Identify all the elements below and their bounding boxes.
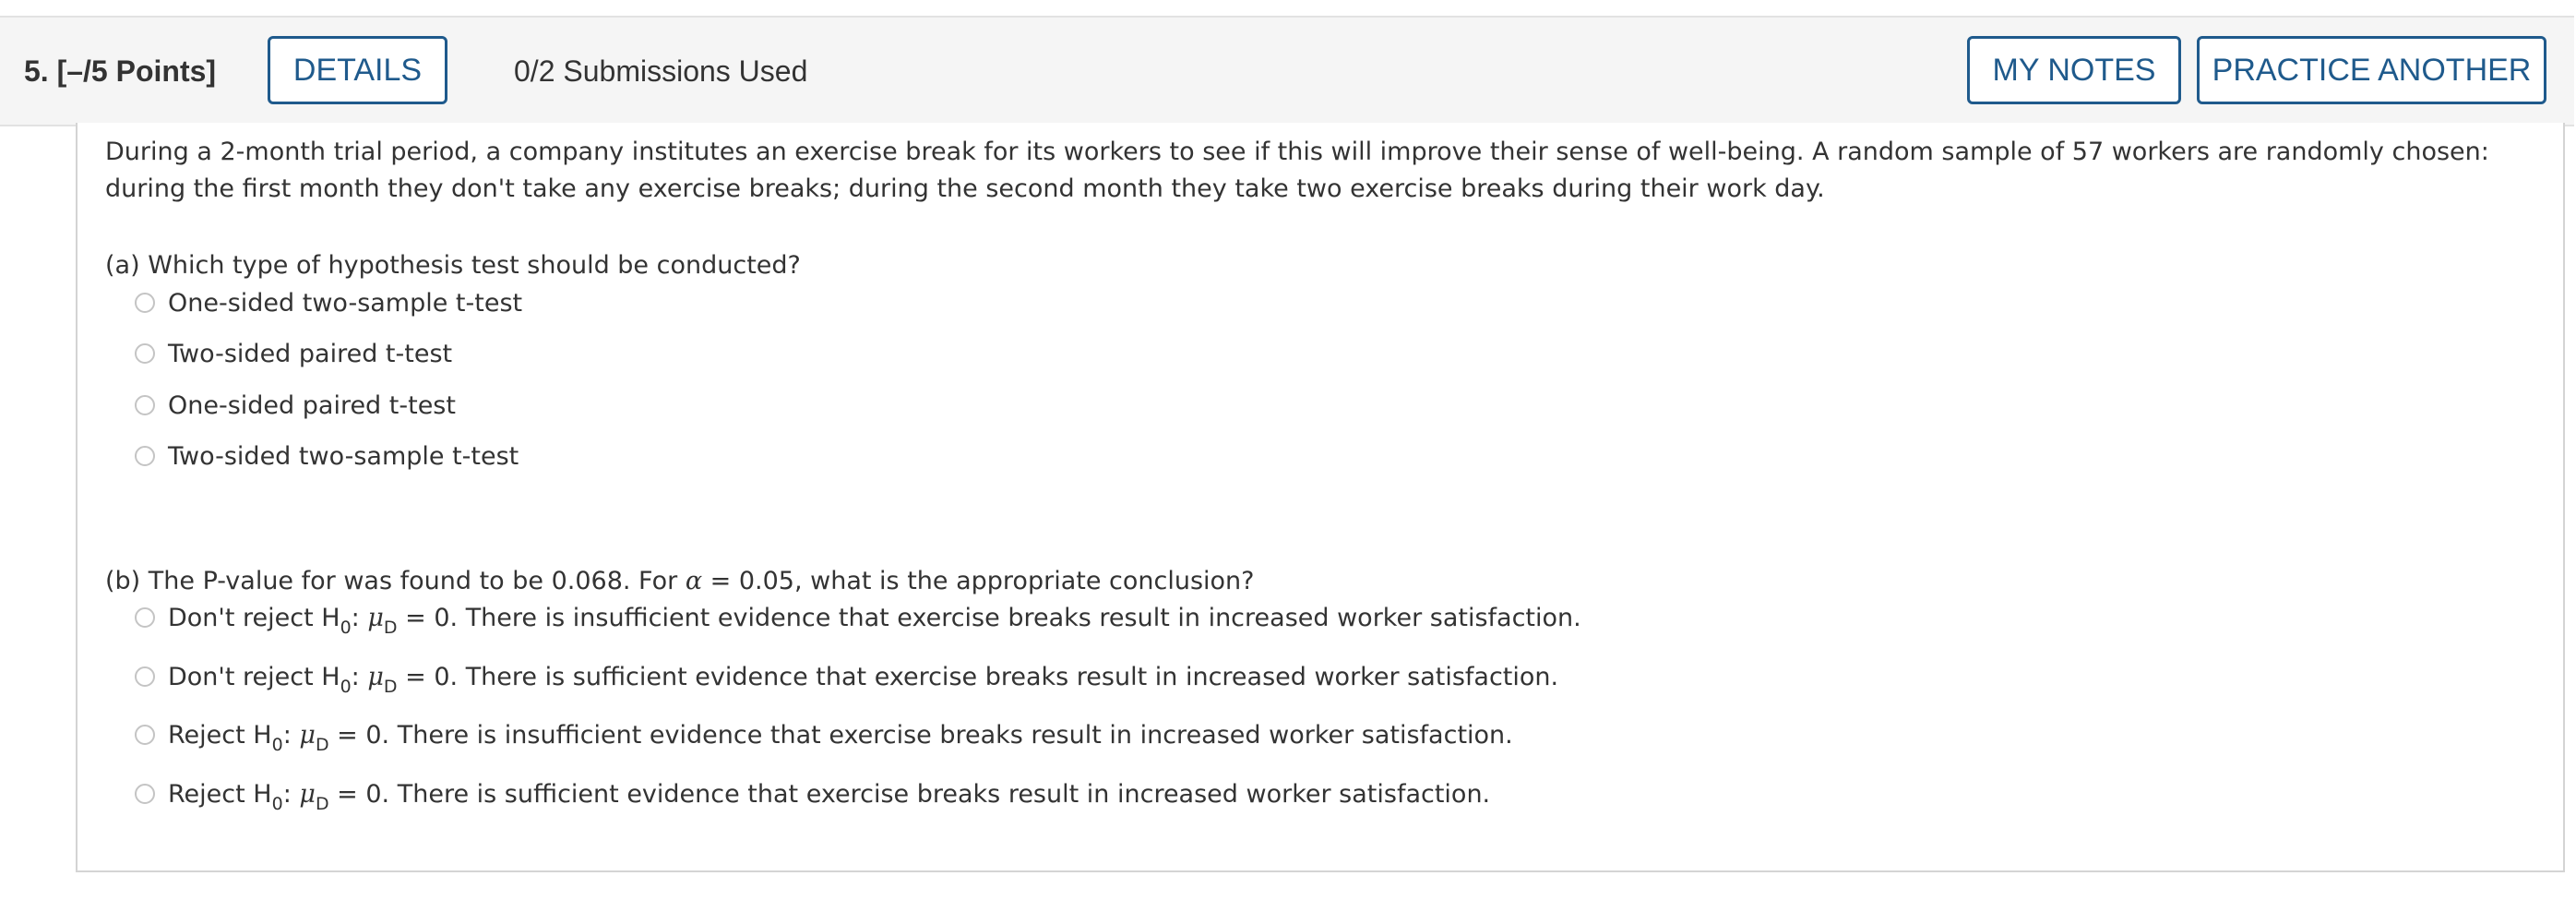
null-hypothesis-subscript: 0	[340, 617, 352, 638]
part-a-prompt: (a) Which type of hypothesis test should be conducted?	[105, 251, 801, 280]
option-prefix: Reject	[168, 779, 254, 809]
details-button[interactable]: DETAILS	[268, 36, 447, 104]
option-suffix: = 0. There is sufficient evidence that exercise breaks result in increased worker satisfaction.	[328, 779, 1491, 809]
alpha-symbol: α	[685, 567, 703, 595]
part-b-prompt-end: = 0.05, what is the appropriate conclusion?	[702, 567, 1255, 595]
radio-button[interactable]	[135, 293, 155, 313]
mu-symbol: μ	[367, 603, 384, 632]
option-suffix: = 0. There is insufficient evidence that exercise breaks result in increased worker satisfaction.	[397, 603, 1581, 632]
radio-button[interactable]	[135, 446, 155, 466]
option-label: Don't reject $H_0$: $\mu_D = 0$. There is insufficient evidence that exercise breaks result in increased worker satisfaction.	[168, 603, 1581, 638]
part-a-option[interactable]	[135, 387, 456, 424]
null-hypothesis-h: H	[321, 662, 340, 691]
mu-symbol: μ	[299, 779, 316, 809]
option-prefix: Don't reject	[168, 662, 322, 691]
null-hypothesis-h: H	[321, 603, 340, 632]
question-points-label: 5. [–/5 Points]	[24, 54, 217, 88]
my-notes-button[interactable]: MY NOTES	[1967, 36, 2181, 104]
part-b-option[interactable]	[135, 599, 1581, 636]
option-label: Two-sided paired t-test	[168, 339, 453, 368]
option-suffix: = 0. There is insufficient evidence that exercise breaks result in increased worker satisfaction.	[328, 720, 1513, 750]
part-b-option[interactable]	[135, 716, 1513, 753]
radio-button[interactable]	[135, 395, 155, 415]
part-b-option[interactable]	[135, 658, 1558, 695]
radio-button[interactable]	[135, 666, 155, 687]
radio-button[interactable]	[135, 725, 155, 745]
option-prefix: Reject	[168, 720, 254, 750]
part-a-option[interactable]	[135, 438, 519, 474]
question-header	[0, 16, 2574, 126]
submissions-used: 0/2 Submissions Used	[514, 54, 808, 88]
null-hypothesis-subscript: 0	[340, 676, 352, 697]
part-b-option[interactable]	[135, 775, 1490, 812]
part-a-option[interactable]	[135, 284, 522, 321]
mu-symbol: μ	[367, 662, 384, 691]
mu-subscript: D	[383, 617, 398, 638]
option-label: Don't reject $H_0$: $\mu_D = 0$. There is sufficient evidence that exercise breaks result in increased worker satisfaction.	[168, 662, 1559, 697]
null-hypothesis-subscript: 0	[271, 793, 283, 814]
mu-subscript: D	[383, 676, 398, 697]
question-body	[76, 123, 2565, 872]
option-label: Two-sided two-sample t-test	[168, 441, 519, 471]
radio-button[interactable]	[135, 607, 155, 628]
part-a-option[interactable]	[135, 335, 452, 372]
option-label: Reject $H_0$: $\mu_D = 0$. There is insufficient evidence that exercise breaks result in increased worker satisfaction.	[168, 720, 1513, 755]
mu-symbol: μ	[299, 720, 316, 750]
mu-subscript: D	[315, 793, 329, 814]
radio-button[interactable]	[135, 784, 155, 804]
option-label: One-sided paired t-test	[168, 390, 456, 420]
part-b-prompt-start: (b) The P-value for was found to be 0.068. For	[105, 567, 686, 595]
null-hypothesis-h: H	[253, 720, 272, 750]
practice-another-button[interactable]: PRACTICE ANOTHER	[2197, 36, 2546, 104]
null-hypothesis-subscript: 0	[271, 734, 283, 755]
mu-subscript: D	[315, 734, 329, 755]
option-label: One-sided two-sample t-test	[168, 288, 523, 318]
option-label: Reject $H_0$: $\mu_D = 0$. There is sufficient evidence that exercise breaks result in increased worker satisfaction.	[168, 779, 1491, 814]
radio-button[interactable]	[135, 343, 155, 364]
part-b-prompt	[105, 563, 1254, 600]
option-prefix: Don't reject	[168, 603, 322, 632]
question-text: During a 2-month trial period, a company institutes an exercise break for its workers to see if this will improve their sense of well-being. A random sample of 57 workers are randomly chosen: during the first month they don't take any exercise breaks; during the second month they take two exercise breaks during their work day.	[105, 138, 2489, 203]
null-hypothesis-h: H	[253, 779, 272, 809]
option-suffix: = 0. There is sufficient evidence that exercise breaks result in increased worker satisfaction.	[397, 662, 1559, 691]
